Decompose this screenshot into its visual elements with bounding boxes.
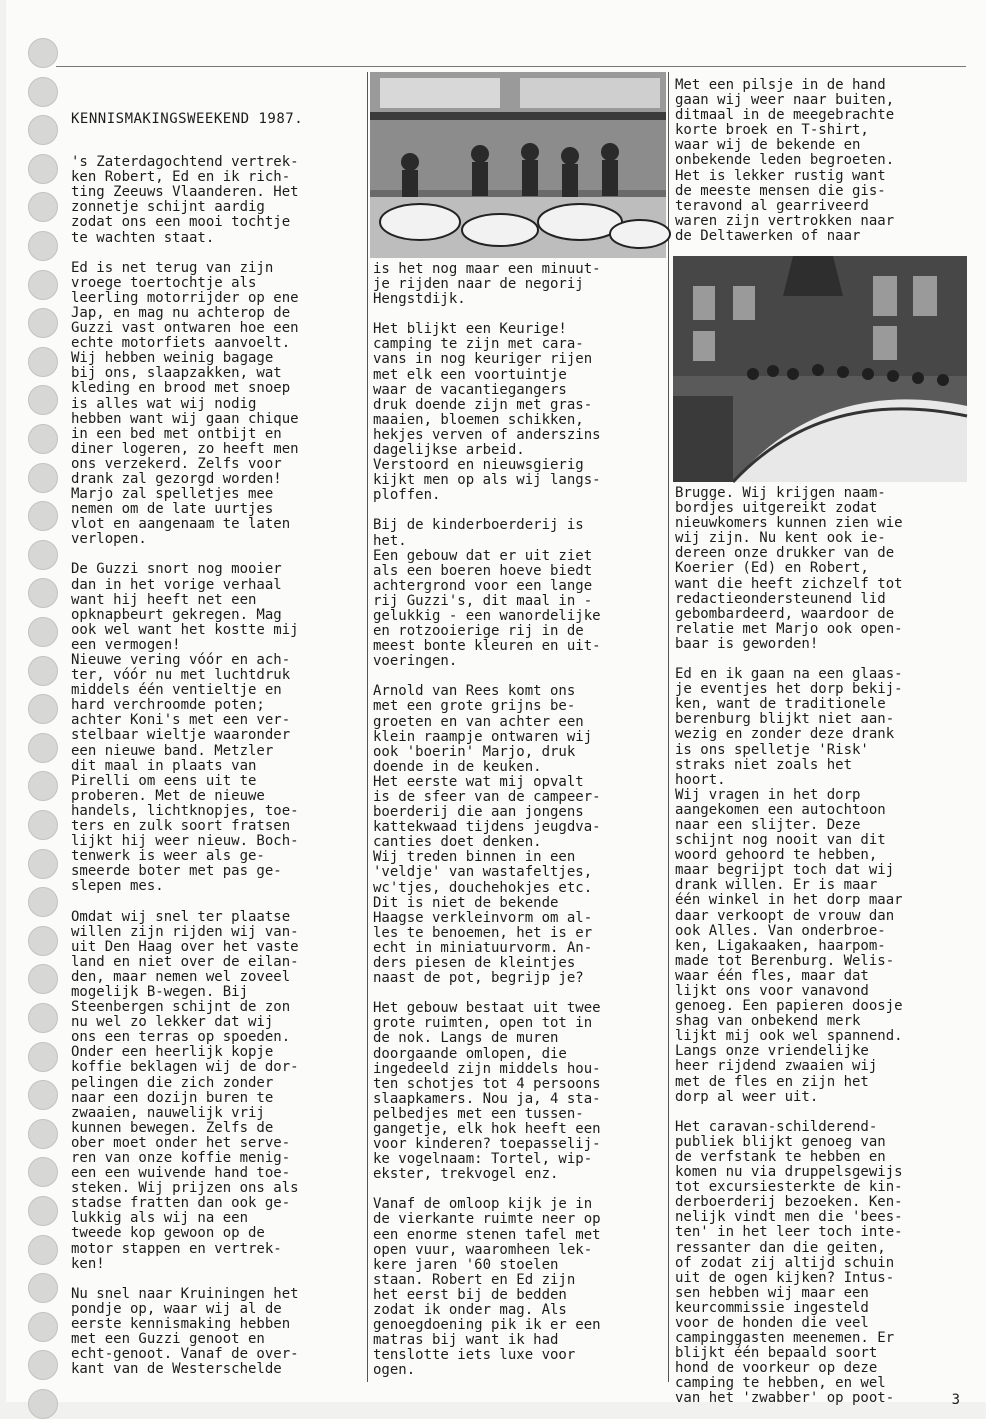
binding-ring: [28, 154, 58, 184]
text-line: en rotzooierige rij in de: [373, 623, 584, 640]
text-line: vans in nog keuriger rijen: [373, 351, 593, 368]
text-line: als een boeren hoeve biedt: [373, 562, 593, 579]
text-line: waar één fles, maar dat: [675, 967, 869, 984]
text-line: kere jaren '60 stoelen: [373, 1256, 559, 1273]
text-line: Het caravan-schilderend-: [675, 1118, 878, 1135]
text-line: diner logeren, zo heeft men: [71, 440, 299, 457]
magazine-page: [6, 0, 986, 1408]
text-line: bordjes uitgereikt zodat: [675, 500, 878, 517]
text-line: de vierkante ruimte neer op: [373, 1211, 601, 1228]
text-line: onbekende leden begroeten.: [675, 152, 895, 169]
text-line: een vermogen!: [71, 636, 181, 653]
text-line: ons verzekerd. Zelfs voor: [71, 455, 282, 472]
text-line: want hij heeft net een: [71, 591, 257, 608]
text-line: Arnold van Rees komt ons: [373, 683, 576, 700]
text-line: klein raampje ontwaren wij: [373, 728, 593, 745]
text-line: gaan wij weer naar buiten,: [675, 92, 895, 109]
text-line: Wij treden binnen in een: [373, 849, 576, 866]
text-line: te wachten staat.: [71, 229, 215, 246]
text-line: met een Guzzi genoot en: [71, 1331, 265, 1348]
paragraph: [373, 1001, 665, 1182]
text-line: matras bij want ik had: [373, 1332, 559, 1349]
text-line: een een wuivende hand toe-: [71, 1165, 291, 1182]
text-line: Guzzi vast ontwaren hoe een: [71, 320, 299, 337]
text-line: nu wel zo lekker dat wij: [71, 1014, 274, 1031]
text-line: stadse fratten dan ook ge-: [71, 1195, 291, 1212]
binding-ring: [28, 887, 58, 917]
text-line: wc'tjes, douchehokjes etc.: [373, 879, 593, 896]
text-line: Het is lekker rustig want: [675, 167, 886, 184]
text-line: voeringen.: [373, 653, 458, 670]
binding-ring: [28, 231, 58, 261]
column-3-bottom: [675, 485, 967, 1407]
paragraph: [71, 261, 361, 548]
text-line: de meeste mensen die gis-: [675, 182, 886, 199]
text-line: de Deltawerken of naar: [675, 227, 861, 244]
text-line: handels, lichtknopjes, toe-: [71, 802, 299, 819]
column-3-top: [675, 78, 967, 246]
text-line: verlopen.: [71, 531, 147, 548]
text-line: korte broek en T-shirt,: [675, 122, 869, 139]
text-line: ren van onze koffie menig-: [71, 1150, 291, 1166]
text-line: ekster, trekvogel enz.: [373, 1166, 559, 1183]
text-line: schijnt nog nooit van dit: [675, 832, 886, 849]
paragraph: [373, 322, 665, 503]
text-line: lijkt ons voor vanavond: [675, 983, 869, 999]
binding-ring: [28, 38, 58, 68]
text-line: motor stappen en vertrek-: [71, 1240, 282, 1257]
text-line: derboerderij bezoeken. Ken-: [675, 1194, 903, 1211]
text-line: gelukkig - een wanordelijke: [373, 607, 601, 624]
text-line: lijkt mij ook wel spannend.: [675, 1028, 903, 1045]
text-line: druk doende zijn met gras-: [373, 396, 593, 413]
text-line: een enorme stenen tafel met: [373, 1226, 601, 1243]
text-line: camping te zijn met cara-: [373, 336, 584, 353]
text-line: het.: [373, 532, 407, 549]
text-line: ting Zeeuws Vlaanderen. Het: [71, 184, 299, 201]
text-line: ken, want de traditionele: [675, 696, 886, 713]
text-line: voor de honden die veel: [675, 1314, 869, 1331]
text-line: genoeg. Een papieren doosje: [675, 998, 903, 1015]
text-line: zodat ons een mooi tochtje: [71, 214, 291, 231]
text-line: echt in miniatuurvorm. An-: [373, 939, 593, 956]
text-line: wezig en zonder deze drank: [675, 726, 895, 743]
text-line: ressanter dan die geiten,: [675, 1239, 886, 1256]
text-line: ober moet onder het serve-: [71, 1134, 291, 1151]
text-line: je rijden naar de negorij: [373, 276, 584, 293]
text-line: hard verchroomde poten;: [71, 697, 265, 714]
text-line: pondje op, waar wij al de: [71, 1300, 282, 1317]
text-line: kijkt men op als wij langs-: [373, 472, 601, 489]
text-line: made tot Berenburg. Welis-: [675, 952, 895, 969]
text-line: ingedeeld zijn middels hou-: [373, 1060, 601, 1077]
binding-ring: [28, 694, 58, 724]
text-line: kleding en brood met snoep: [71, 380, 291, 397]
text-line: achtergrond voor een lange: [373, 577, 593, 594]
text-line: dereen onze drukker van de: [675, 545, 895, 562]
text-line: berenburg blijkt niet aan-: [675, 711, 895, 728]
text-line: ken Robert, Ed en ik rich-: [71, 169, 291, 186]
text-line: ook wel want het kostte mij: [71, 621, 299, 638]
text-line: ders piesen de kleintjes: [373, 955, 576, 972]
text-line: Het gebouw bestaat uit twee: [373, 1000, 601, 1017]
paragraph: [71, 910, 361, 1272]
text-line: boerderij die aan jongens: [373, 804, 584, 821]
text-line: keurcommissie ingesteld: [675, 1299, 869, 1316]
text-line: campinggasten meenemen. Er: [675, 1330, 895, 1347]
binding-ring: [28, 1350, 58, 1380]
text-line: grote ruimten, open tot in: [373, 1015, 593, 1032]
text-line: waren zijn vertrokken naar: [675, 212, 895, 229]
text-line: Jap, en mag nu achterop de: [71, 304, 291, 321]
text-line: naast de pot, begrijp je?: [373, 970, 584, 987]
binding-ring: [28, 308, 58, 338]
text-line: dan in het vorige verhaal: [71, 576, 282, 593]
photo-brugge-bridge: [673, 256, 967, 482]
paragraph: [373, 684, 665, 986]
text-line: ters en zulk soort fratsen: [71, 818, 291, 835]
binding-ring: [28, 77, 58, 107]
text-line: waar wij de bekende en: [675, 137, 861, 154]
text-line: gebombardeerd, waardoor de: [675, 605, 895, 622]
text-line: Onder een heerlijk kopje: [71, 1044, 274, 1061]
text-line: aangekomen een autochtoon: [675, 801, 886, 818]
text-line: smeerde boter met pas ge-: [71, 863, 282, 880]
text-line: De Guzzi snort nog mooier: [71, 561, 282, 578]
text-line: zonnetje schijnt aardig: [71, 199, 265, 216]
text-line: zodat ik onder mag. Als: [373, 1302, 567, 1318]
paragraph: [675, 667, 967, 1105]
text-line: want die heeft zichzelf tot: [675, 575, 903, 592]
text-line: Verstoord en nieuwsgierig: [373, 457, 584, 474]
text-line: meest bonte kleuren en uit-: [373, 638, 601, 655]
text-line: doende in de keuken.: [373, 758, 542, 775]
text-line: Vanaf de omloop kijk je in: [373, 1196, 593, 1213]
article-title: KENNISMAKINGSWEEKEND 1987.: [71, 111, 304, 127]
text-line: Pirelli om eens uit te: [71, 772, 257, 789]
column-1: [71, 112, 361, 1382]
binding-ring: [28, 578, 58, 608]
binding-ring: [28, 733, 58, 763]
text-line: Een gebouw dat er uit ziet: [373, 547, 593, 564]
text-line: hoort.: [675, 771, 726, 788]
text-line: groeten en van achter een: [373, 713, 584, 730]
text-line: ons een terras op spoeden.: [71, 1029, 291, 1046]
text-line: naar een slijter. Deze: [675, 816, 861, 833]
text-line: Nu snel naar Kruiningen het: [71, 1285, 299, 1302]
text-line: drank willen. Er is maar: [675, 877, 878, 894]
text-line: tweede kop gewoon op de: [71, 1225, 265, 1242]
text-line: dorp al weer uit.: [675, 1088, 819, 1105]
text-line: echte motorfiets aanvoelt.: [71, 335, 291, 352]
text-line: woord gehoord te hebben,: [675, 847, 878, 864]
text-line: Ed is net terug van zijn: [71, 259, 274, 276]
text-line: opknapbeurt gekregen. Mag: [71, 606, 282, 623]
text-line: ten schotjes tot 4 persoons: [373, 1075, 601, 1092]
column-divider: [668, 72, 669, 1382]
text-line: waar de vacantiegangers: [373, 381, 567, 398]
text-line: kattekwaad tijdens jeugdva-: [373, 819, 601, 836]
text-line: camping te hebben, en wel: [675, 1375, 886, 1392]
text-line: naar een dozijn buren te: [71, 1089, 274, 1106]
binding-ring: [28, 540, 58, 570]
binding-ring: [28, 192, 58, 222]
binding-rings: [6, 0, 66, 1402]
text-line: pelingen die zich zonder: [71, 1074, 274, 1091]
text-line: slepen mes.: [71, 878, 164, 895]
text-line: is alles wat wij nodig: [71, 395, 257, 412]
text-line: bij ons, slaapzakken, wat: [71, 365, 282, 382]
text-line: genoegdoening pik ik er een: [373, 1317, 601, 1334]
text-line: shag van onbekend merk: [675, 1013, 861, 1030]
text-line: ditmaal in de meegebrachte: [675, 107, 895, 124]
text-line: land en niet over de eilan-: [71, 953, 299, 970]
binding-ring: [28, 926, 58, 956]
text-line: Hengstdijk.: [373, 291, 466, 308]
text-line: Wij hebben weinig bagage: [71, 350, 274, 367]
binding-ring: [28, 1389, 58, 1419]
text-line: straks niet zoals het: [675, 756, 853, 773]
text-line: heer rijdend zwaaien wij: [675, 1058, 878, 1075]
binding-ring: [28, 771, 58, 801]
text-line: maaien, bloemen schikken,: [373, 411, 584, 428]
paragraph: [373, 518, 665, 669]
text-line: kunnen bewegen. Zelfs de: [71, 1119, 274, 1136]
text-line: één winkel in het dorp maar: [675, 892, 903, 909]
text-line: eerste kennismaking hebben: [71, 1315, 291, 1332]
text-line: de nok. Langs de muren: [373, 1030, 559, 1047]
text-line: canties doet denken.: [373, 834, 542, 851]
text-line: Steenbergen schijnt de zon: [71, 999, 291, 1016]
text-line: is het nog maar een minuut-: [373, 261, 601, 277]
text-line: Haagse verkleinvorm om al-: [373, 909, 593, 926]
text-line: middels één ventieltje en: [71, 682, 282, 699]
binding-ring: [28, 1157, 58, 1187]
binding-ring: [28, 347, 58, 377]
paragraph: [71, 155, 361, 246]
paragraph: [373, 262, 665, 307]
text-line: Ed en ik gaan na een glaas-: [675, 666, 903, 683]
binding-ring: [28, 385, 58, 415]
paragraph: [675, 78, 967, 244]
text-line: tenslotte iets luxe voor: [373, 1347, 576, 1364]
text-line: leerling motorrijder op ene: [71, 289, 299, 306]
text-line: lijkt hij weer nieuw. Boch-: [71, 833, 299, 850]
text-line: mogelijk B-wegen. Bij: [71, 983, 249, 1000]
binding-ring: [28, 849, 58, 879]
text-line: nemen om de late uurtjes: [71, 501, 274, 518]
text-line: vroege toertochtje als: [71, 274, 257, 291]
paragraph: [71, 1287, 361, 1378]
text-line: steken. Wij prijzen ons als: [71, 1180, 299, 1197]
text-line: maar begrijpt toch dat wij: [675, 862, 895, 879]
text-line: 's Zaterdagochtend vertrek-: [71, 154, 299, 171]
text-line: het eerst bij de bedden: [373, 1286, 567, 1303]
photo-motorcycles-group: [370, 72, 666, 258]
text-line: Langs onze vriendelijke: [675, 1043, 869, 1060]
text-line: ploffen.: [373, 487, 441, 504]
text-line: ken, Ligakaaken, haarpom-: [675, 937, 886, 954]
binding-ring: [28, 501, 58, 531]
text-line: met de fles en zijn het: [675, 1073, 869, 1090]
text-line: een nieuwe band. Metzler: [71, 742, 274, 759]
text-line: Marjo zal spelletjes mee: [71, 486, 274, 503]
text-line: stelbaar wieltje waaronder: [71, 727, 291, 744]
text-line: Met een pilsje in de hand: [675, 77, 886, 93]
text-line: teravond al gearriveerd: [675, 197, 869, 214]
text-line: dagelijkse arbeid.: [373, 442, 525, 459]
text-line: gangetje, elk hok heeft een: [373, 1120, 601, 1137]
text-line: Wij vragen in het dorp: [675, 786, 861, 803]
text-line: rij Guzzi's, dit maal in -: [373, 592, 593, 609]
text-line: ke vogelnaam: Tortel, wip-: [373, 1151, 593, 1168]
text-line: echt-genoot. Vanaf de over-: [71, 1346, 299, 1363]
text-line: tot excursiesterkte de kin-: [675, 1179, 903, 1196]
text-line: ken!: [71, 1255, 105, 1272]
binding-ring: [28, 424, 58, 454]
text-line: met elk een voortuintje: [373, 366, 567, 383]
text-line: drank zal gezorgd worden!: [71, 470, 282, 487]
binding-ring: [28, 1312, 58, 1342]
binding-ring: [28, 617, 58, 647]
text-line: Brugge. Wij krijgen naam-: [675, 485, 886, 501]
top-border-line: [56, 66, 966, 67]
text-line: les te benoemen, het is er: [373, 924, 593, 941]
text-line: Dit is niet de bekende: [373, 894, 559, 911]
text-line: Koerier (Ed) en Robert,: [675, 560, 869, 577]
binding-ring: [28, 1003, 58, 1033]
text-line: Bij de kinderboerderij is: [373, 517, 584, 534]
text-line: Omdat wij snel ter plaatse: [71, 908, 291, 925]
text-line: ten' in het leer toch inte-: [675, 1224, 903, 1241]
text-line: den, maar nemen wel zoveel: [71, 968, 291, 985]
text-line: pelbedjes met een tussen-: [373, 1105, 584, 1122]
text-line: hebben want wij gaan chique: [71, 410, 299, 427]
text-line: kant van de Westerschelde: [71, 1361, 282, 1378]
text-line: van het 'zwabber' op poot-: [675, 1390, 895, 1407]
binding-ring: [28, 810, 58, 840]
text-line: dit maal in plaats van: [71, 757, 257, 774]
paragraph: [373, 1197, 665, 1378]
text-line: relatie met Marjo ook open-: [675, 620, 903, 637]
text-line: ter, vóór nu met luchtdruk: [71, 667, 291, 684]
paragraph: [675, 486, 967, 652]
text-line: ogen.: [373, 1362, 416, 1379]
text-line: zwaaien, nauwelijk vrij: [71, 1104, 265, 1121]
text-line: uit de ogen kijken? Intus-: [675, 1269, 895, 1286]
text-line: blijkt één bepaald soort: [675, 1345, 878, 1362]
text-line: 'veldje' van wastafeltjes,: [373, 864, 593, 881]
text-line: je eventjes het dorp bekij-: [675, 681, 903, 698]
binding-ring: [28, 1080, 58, 1110]
text-line: baar is geworden!: [675, 635, 819, 652]
text-line: is ons spelletje 'Risk': [675, 741, 869, 758]
binding-ring: [28, 1196, 58, 1226]
text-line: nieuwkomers kunnen zien wie: [675, 515, 903, 532]
text-line: open vuur, waaromheen lek-: [373, 1241, 593, 1258]
text-line: koffie beklagen wij de dor-: [71, 1059, 299, 1076]
text-line: de verfstank te hebben en: [675, 1148, 886, 1165]
text-line: ook Alles. Van onderbroe-: [675, 922, 886, 939]
text-line: ook 'boerin' Marjo, druk: [373, 743, 576, 760]
text-line: daar verkoopt de vrouw dan: [675, 907, 895, 924]
binding-ring: [28, 270, 58, 300]
paragraph: [675, 1120, 967, 1407]
text-line: tenwerk is weer als ge-: [71, 848, 265, 865]
binding-ring: [28, 1119, 58, 1149]
text-line: nelijk vindt men die 'bees-: [675, 1209, 903, 1226]
binding-ring: [28, 115, 58, 145]
text-line: staan. Robert en Ed zijn: [373, 1271, 576, 1288]
text-line: voor kinderen? toepasselij-: [373, 1136, 601, 1153]
text-line: achter Koni's met een ver-: [71, 712, 291, 729]
text-line: willen zijn rijden wij van-: [71, 923, 299, 940]
text-line: publiek blijkt genoeg van: [675, 1133, 886, 1150]
text-line: doorgaande omlopen, die: [373, 1045, 567, 1062]
text-line: hond de voorkeur op deze: [675, 1360, 878, 1377]
text-line: of zodat zij altijd schuin: [675, 1254, 895, 1271]
paragraph: [71, 562, 361, 894]
text-line: Het blijkt een Keurige!: [373, 321, 567, 338]
text-line: Nieuwe vering vóór en ach-: [71, 652, 291, 668]
text-line: slaapkamers. Nou ja, 4 sta-: [373, 1090, 601, 1107]
text-line: komen nu via druppelsgewijs: [675, 1164, 903, 1181]
binding-ring: [28, 656, 58, 686]
binding-ring: [28, 1042, 58, 1072]
text-line: hekjes verven of anderszins: [373, 426, 601, 443]
binding-ring: [28, 1235, 58, 1265]
text-line: lukkig als wij na een: [71, 1210, 249, 1227]
column-divider: [367, 72, 368, 1382]
text-line: is de sfeer van de campeer-: [373, 789, 601, 805]
text-line: uit Den Haag over het vaste: [71, 938, 299, 955]
text-line: met een grote grijns be-: [373, 698, 576, 715]
text-line: in een bed met ontbijt en: [71, 425, 282, 442]
text-line: redactieondersteunend lid: [675, 590, 886, 607]
page-number: 3: [951, 1392, 960, 1408]
text-line: wij zijn. Nu kent ook ie-: [675, 530, 886, 547]
binding-ring: [28, 964, 58, 994]
text-line: sen hebben wij maar een: [675, 1284, 869, 1301]
column-2: [373, 262, 665, 1382]
binding-ring: [28, 463, 58, 493]
binding-ring: [28, 1273, 58, 1303]
text-line: vlot en aangenaam te laten: [71, 516, 291, 533]
text-line: proberen. Met de nieuwe: [71, 787, 265, 804]
text-line: Het eerste wat mij opvalt: [373, 773, 584, 790]
